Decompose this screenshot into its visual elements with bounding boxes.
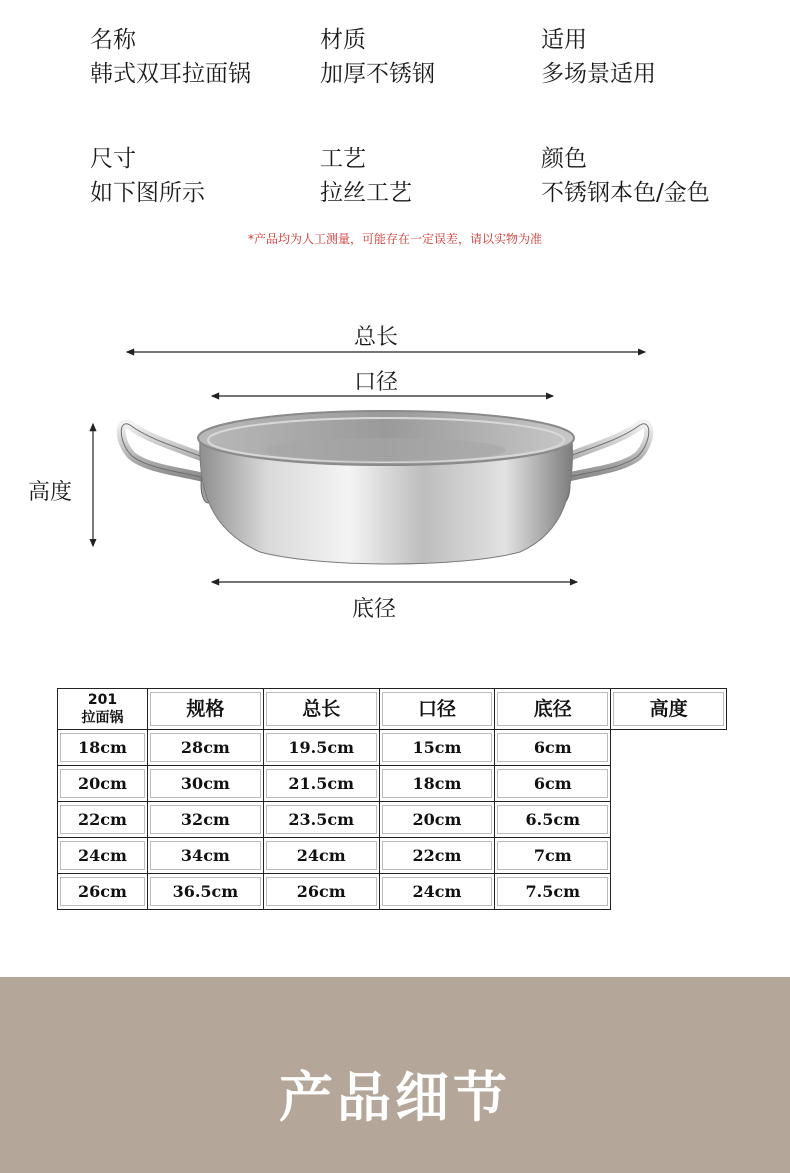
table-row [58,730,727,766]
spec-name-value: 韩式双耳拉面锅 [90,61,251,87]
table-cell: 26cm [266,877,377,906]
table-cell: 30cm [150,769,261,798]
spec-craft-label: 工艺 [320,146,366,172]
spec-color-label: 颜色 [541,146,587,172]
table-cell: 6cm [497,733,608,762]
table-cell: 36.5cm [150,877,261,906]
table-row [58,802,727,838]
table-row [58,874,727,910]
table-cell: 7cm [497,841,608,870]
spec-usage-label: 适用 [541,27,587,53]
bottom-diameter-label: 底径 [352,597,397,622]
table-cell: 32cm [150,805,261,834]
model-cell [58,689,148,730]
pot-dimension-diagram [0,300,790,640]
model-name: 拉面锅 [81,710,124,726]
table-cell: 21.5cm [266,769,377,798]
spec-size-value: 如下图所示 [90,180,205,206]
pot-body [198,411,574,564]
table-cell: 18cm [382,769,493,798]
spec-material-label: 材质 [320,27,366,53]
size-table [57,688,727,910]
table-cell: 7.5cm [497,877,608,906]
height-label: 高度 [28,480,73,505]
table-cell: 20cm [60,769,145,798]
table-cell: 24cm [382,877,493,906]
table-cell: 23.5cm [266,805,377,834]
table-cell: 6.5cm [497,805,608,834]
spec-size-label: 尺寸 [90,146,136,172]
table-cell: 19.5cm [266,733,377,762]
header-bottom-diameter: 底径 [495,689,611,730]
model-code: 201 [87,692,118,708]
spec-craft-value: 拉丝工艺 [320,180,412,206]
table-header-row [58,689,727,730]
table-row [58,766,727,802]
table-cell: 28cm [150,733,261,762]
section-banner-title: 产品细节 [279,1066,511,1129]
spec-usage-value: 多场景适用 [541,61,656,87]
table-cell: 24cm [266,841,377,870]
table-row [58,838,727,874]
table-cell: 18cm [60,733,145,762]
spec-name-label: 名称 [90,27,136,53]
table-cell: 34cm [150,841,261,870]
table-cell: 26cm [60,877,145,906]
header-height: 高度 [611,689,727,730]
header-mouth-diameter: 口径 [379,689,495,730]
header-total-length: 总长 [263,689,379,730]
table-cell: 15cm [382,733,493,762]
table-cell: 22cm [60,805,145,834]
table-cell: 22cm [382,841,493,870]
header-spec: 规格 [148,689,264,730]
table-cell: 24cm [60,841,145,870]
table-cell: 20cm [382,805,493,834]
mouth-diameter-label: 口径 [354,370,399,395]
spec-material-value: 加厚不锈钢 [320,61,435,87]
measurement-note: *产品均为人工测量，可能存在一定误差，请以实物为准 [247,232,542,246]
table-cell: 6cm [497,769,608,798]
spec-color-value: 不锈钢本色/金色 [541,180,710,206]
total-length-label: 总长 [354,325,399,350]
